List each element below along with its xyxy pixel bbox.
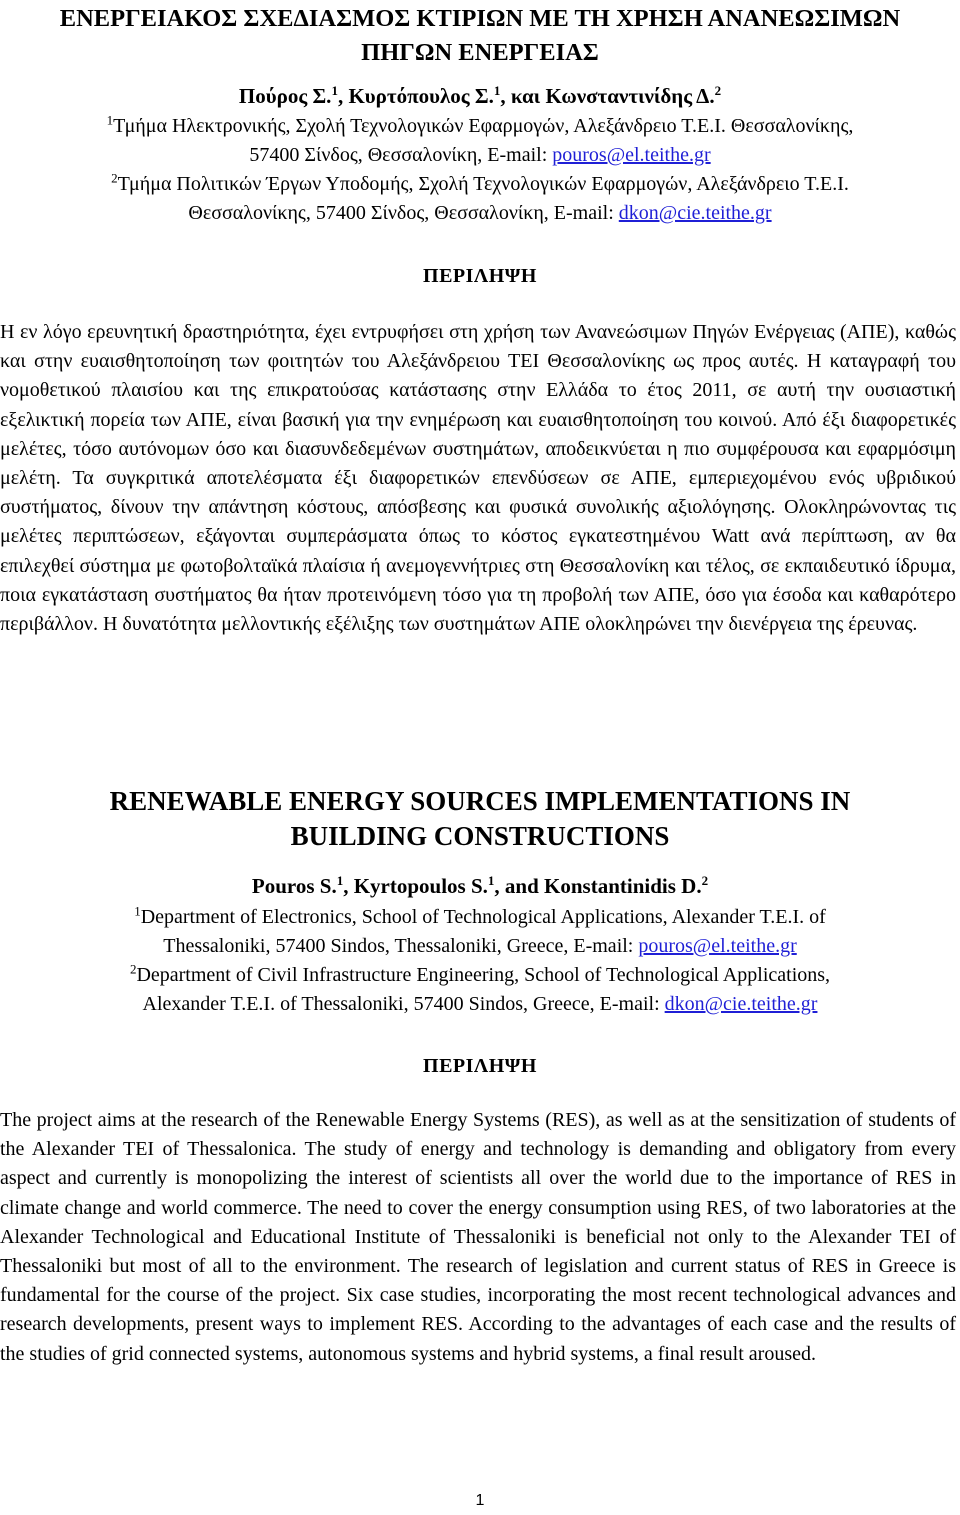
affiliation-sup: 1 [134,903,141,919]
author-name: Κωνσταντινίδης Δ. [545,84,715,108]
greek-abstract-heading: ΠΕΡΙΛΗΨΗ [423,265,537,287]
author-name: Κυρτόπουλος Σ. [348,84,494,108]
author-sup: 1 [493,83,501,98]
affiliation-line: Department of Civil Infrastructure Engineering, School of Technological Applications, [136,964,831,986]
greek-affiliation-2 [0,170,960,228]
author-name: Konstantinidis D. [544,874,702,898]
affiliation-line: Τμήμα Ηλεκτρονικής, Σχολή Τεχνολογικών Εφαρμογών, Αλεξάνδρειο Τ.Ε.Ι. Θεσσαλονίκης, [113,115,854,137]
author-name: Pouros S. [251,874,337,898]
affiliation-line: 57400 Σίνδος, Θεσσαλονίκη, E-mail: [249,144,553,166]
affiliation-line: Τμήμα Πολιτικών Έργων Υποδομής, Σχολή Τεχνολογικών Εφαρμογών, Αλεξάνδρειο Τ.Ε.Ι. [117,173,849,195]
english-affiliation-1 [0,903,960,961]
english-abstract-heading: ΠΕΡΙΛΗΨΗ [423,1055,537,1077]
author-sep: , and [494,874,545,898]
affiliation-line: Department of Electronics, School of Technological Applications, Alexander T.E.I. of [140,906,826,928]
author-sup: 1 [331,83,338,98]
email-link[interactable]: pouros@el.teithe.gr [552,144,711,166]
author-sup: 1 [487,873,495,888]
page-number: 1 [475,1492,485,1509]
english-authors [0,872,960,900]
english-title: RENEWABLE ENERGY SOURCES IMPLEMENTATIONS IN BUILDING CONSTRUCTIONS [109,786,851,851]
email-link[interactable]: pouros@el.teithe.gr [638,935,797,957]
author-sup: 2 [714,83,722,98]
author-sep: , [337,84,349,108]
affiliation-line: Θεσσαλονίκης, 57400 Σίνδος, Θεσσαλονίκη, E-mail: [188,202,619,224]
affiliation-sup: 1 [106,112,114,128]
email-link[interactable]: dkon@cie.teithe.gr [618,202,772,224]
author-sep: , [343,874,354,898]
greek-affiliation-1 [0,112,960,170]
author-sup: 1 [336,873,344,888]
greek-authors [0,82,960,110]
greek-abstract-text: Η εν λόγο ερευνητική δραστηριότητα, έχει εντρυφήσει στη χρήση των Ανανεώσιμων Πηγών Ενέργειας (ΑΠΕ), καθώς και στην ευαισθητοποίηση των φοιτητών του Αλεξάνδρειου ΤΕΙ Θεσσαλονίκης ως προς αυτές. Η καταγραφή του νομοθετικού πλαισίου και της επικρατούσας κατάστασης στην Ελλάδα το έτος 2011, σε αυτή την ουσιαστική εξελικτική πορεία των ΑΠΕ, είναι βασική για την ενημέρωση και ευαισθητοποίηση του κοινού. Από έξι διαφορετικές μελέτες, τόσο αυτόνομων όσο και διασυνδεδεμένων συστημάτων, αποδεικνύεται η πιο συμφέρουσα και εφαρμόσιμη μελέτη. Τα συγκριτικά αποτελέσματα έξι διαφορετικών επενδύσεων σε ΑΠΕ, εμπεριεχομένου ενός υβριδικού συστήματος, δίνουν την απάντηση κόστους, απόσβεσης και φυσικά συνολικής αξιολόγησης. Ολοκληρώνοντας τις μελέτες περιπτώσεων, εξάγονται συμπεράσματα όπως το κόστος εγκατεστημένου Watt ανά περίπτωση, αν θα επιλεχθεί σύστημα με φωτοβολταϊκά πλαίσια ή ανεμογεννήτριες στη Θεσσαλονίκη και τέλος, σε εκπαιδευτικό ίδρυμα, ποια εγκατάσταση συστήματος θα ήταν προτεινόμενη τόσο για τη προβολή των ΑΠΕ, όσο για έσοδα και καθαρότερο περιβάλλον. Η δυνατότητα μελλοντικής εξέλιξης των συστημάτων ΑΠΕ ολοκληρώνει την διενέργεια της έρευνας. [0,321,956,636]
author-name: Πούρος Σ. [238,84,332,108]
affiliation-sup: 2 [129,961,137,977]
english-abstract-text: The project aims at the research of the Renewable Energy Systems (RES), as well as at the sensitization of students of the Alexander TEI of Thessalonica. The study of energy and technology is demanding and obligatory from every aspect and currently is monopolizing the interest of scientists all over the world due to the importance of RES in climate change and world commerce. The need to cover the energy consumption using RES, of two laboratories at the Alexander Technological and Educational Institute of Thessaloniki is beneficial not only to the Alexander TEI of Thessaloniki but most of all to the environment. The research of legislation and current status of RES in Greece is fundamental for the course of the project. Six case studies, incorporating the most recent technological advances and research developments, present ways to implement RES. According to the advantages of each case and the results of the studies of grid connected systems, autonomous systems and hybrid systems, a final result aroused. [0,1109,956,1365]
affiliation-sup: 2 [111,170,118,186]
email-link[interactable]: dkon@cie.teithe.gr [664,993,818,1015]
author-sup: 2 [701,873,709,888]
affiliation-line: Alexander T.E.I. of Thessaloniki, 57400 Sindos, Greece, E-mail: [142,993,665,1015]
author-name: Kyrtopoulos S. [353,874,488,898]
affiliation-line: Thessaloniki, 57400 Sindos, Thessaloniki, Greece, E-mail: [163,935,639,957]
english-affiliation-2 [0,961,960,1019]
author-sep: , και [500,84,546,108]
greek-title: ΕΝΕΡΓΕΙΑΚΟΣ ΣΧΕΔΙΑΣΜΟΣ ΚΤΙΡΙΩΝ ΜΕ ΤΗ ΧΡΗΣΗ ΑΝΑΝΕΩΣΙΜΩΝ ΠΗΓΩΝ ΕΝΕΡΓΕΙΑΣ [59,5,901,66]
